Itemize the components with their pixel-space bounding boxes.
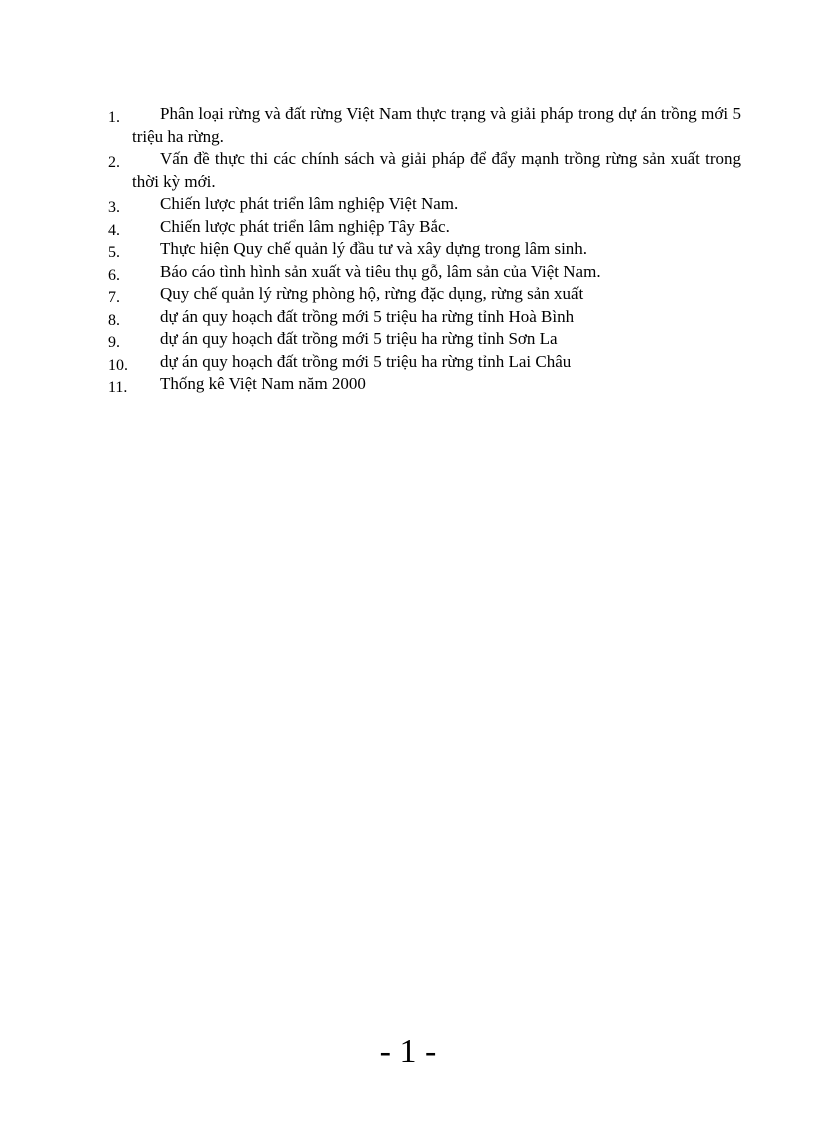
list-item xyxy=(105,103,741,148)
list-item xyxy=(105,351,741,374)
item-number: 1. xyxy=(108,109,120,126)
item-number: 6. xyxy=(108,266,120,284)
list-item xyxy=(105,193,741,216)
item-number: 11. xyxy=(108,379,128,396)
item-text: Báo cáo tình hình sản xuất và tiêu thụ gỗ, lâm sản của Việt Nam. xyxy=(160,261,601,281)
item-text: dự án quy hoạch đất trồng mới 5 triệu ha rừng tỉnh Hoà Bình xyxy=(160,306,575,326)
list-item xyxy=(105,306,741,329)
item-number: 3. xyxy=(108,199,120,216)
list-item xyxy=(105,373,741,396)
list-item xyxy=(105,328,741,351)
item-text: Phân loại rừng và đất rừng Việt Nam thực trạng và giải pháp trong dự án trồng mới 5 triệu ha rừng. xyxy=(132,104,741,146)
list-item xyxy=(105,261,741,284)
reference-list xyxy=(105,103,741,396)
item-text: Vấn đề thực thi các chính sách và giải pháp để đẩy mạnh trồng rừng sản xuất trong thời kỳ mới. xyxy=(132,149,741,191)
item-text: Chiến lược phát triển lâm nghiệp Việt Nam. xyxy=(160,194,459,213)
item-text: Quy chế quản lý rừng phòng hộ, rừng đặc dụng, rừng sản xuất xyxy=(160,284,584,303)
list-item xyxy=(105,148,741,193)
item-text: dự án quy hoạch đất trồng mới 5 triệu ha rừng tỉnh Sơn La xyxy=(160,329,558,348)
item-number: 7. xyxy=(108,289,120,306)
item-text: Thực hiện Quy chế quản lý đầu tư và xây dựng trong lâm sinh. xyxy=(160,239,588,258)
item-text: dự án quy hoạch đất trồng mới 5 triệu ha rừng tỉnh Lai Châu xyxy=(160,351,572,371)
item-number: 10. xyxy=(108,356,128,374)
item-text: Chiến lược phát triển lâm nghiệp Tây Bắc. xyxy=(160,216,450,236)
item-text: Thống kê Việt Nam năm 2000 xyxy=(160,374,366,393)
item-number: 5. xyxy=(108,244,120,261)
item-number: 2. xyxy=(108,154,120,171)
list-item xyxy=(105,283,741,306)
item-number: 9. xyxy=(108,334,120,351)
list-item xyxy=(105,238,741,261)
page-number: - 1 - xyxy=(379,1033,437,1070)
item-number: 4. xyxy=(108,221,120,239)
item-number: 8. xyxy=(108,311,120,329)
list-item xyxy=(105,216,741,239)
